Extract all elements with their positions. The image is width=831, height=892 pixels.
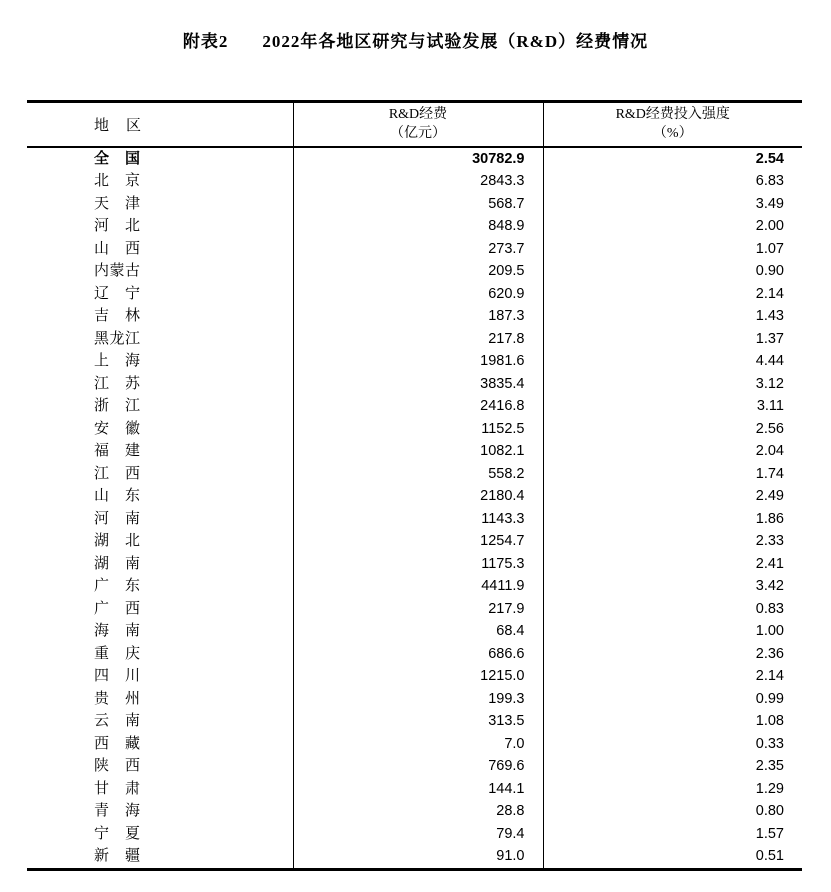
cell-intensity: 1.29 [755, 780, 784, 797]
column-header-intensity-label: R&D经费投入强度 [615, 107, 730, 123]
cell-region: 河 南 [27, 508, 293, 531]
cell-expenditure: 558.2 [293, 463, 543, 486]
cell-expenditure: 2843.3 [293, 170, 543, 193]
column-header-intensity [543, 102, 802, 147]
cell-region: 西 藏 [27, 733, 293, 756]
cell-region: 青 海 [27, 800, 293, 823]
cell-intensity: 2.33 [755, 533, 784, 549]
cell-expenditure: 2180.4 [293, 485, 543, 508]
cell-intensity: 1.07 [755, 240, 784, 257]
cell-expenditure: 30782.9 [293, 147, 543, 171]
column-header-expenditure-label: R&D经费 [388, 107, 448, 123]
cell-intensity: 3.49 [755, 195, 784, 212]
cell-region: 海 南 [27, 620, 293, 643]
cell-expenditure: 273.7 [293, 238, 543, 261]
cell-expenditure: 1143.3 [293, 508, 543, 531]
cell-region: 江 西 [27, 463, 293, 486]
cell-region: 全 国 [27, 147, 293, 171]
table-row [27, 665, 802, 688]
cell-region: 陕 西 [27, 755, 293, 778]
table-row [27, 845, 802, 869]
cell-region: 重 庆 [27, 643, 293, 666]
table-row [27, 440, 802, 463]
table-row [27, 575, 802, 598]
cell-expenditure: 769.6 [293, 755, 543, 778]
cell-intensity: 1.08 [755, 713, 784, 729]
cell-expenditure: 4411.9 [293, 575, 543, 598]
table-row [27, 193, 802, 216]
table-row [27, 170, 802, 193]
cell-region: 北 京 [27, 170, 293, 193]
cell-expenditure: 1215.0 [293, 665, 543, 688]
table-row [27, 260, 802, 283]
cell-intensity: 1.37 [755, 330, 784, 347]
cell-region: 内蒙古 [27, 260, 293, 283]
cell-intensity: 3.11 [756, 398, 784, 414]
table-row [27, 305, 802, 328]
table-row [27, 823, 802, 846]
table-row [27, 215, 802, 238]
cell-expenditure: 620.9 [293, 283, 543, 306]
cell-region: 河 北 [27, 215, 293, 238]
cell-intensity: 1.00 [755, 623, 784, 639]
column-header-intensity-unit: （%） [652, 126, 693, 142]
cell-region: 湖 北 [27, 530, 293, 553]
cell-expenditure: 3835.4 [293, 373, 543, 396]
cell-intensity: 0.83 [755, 600, 784, 617]
cell-intensity: 1.43 [755, 308, 784, 324]
table-row [27, 778, 802, 801]
cell-region: 山 西 [27, 238, 293, 261]
cell-intensity: 6.83 [755, 173, 784, 189]
cell-expenditure: 313.5 [293, 710, 543, 733]
table-row [27, 800, 802, 823]
cell-intensity: 2.56 [755, 420, 784, 437]
cell-intensity: 0.90 [755, 263, 784, 279]
cell-region: 浙 江 [27, 395, 293, 418]
cell-expenditure: 68.4 [293, 620, 543, 643]
table-row [27, 643, 802, 666]
cell-expenditure: 144.1 [293, 778, 543, 801]
cell-region: 江 苏 [27, 373, 293, 396]
title-table-number: 附表2 [182, 32, 229, 51]
cell-intensity: 2.36 [755, 645, 784, 662]
cell-expenditure: 217.8 [293, 328, 543, 351]
cell-intensity: 2.00 [755, 218, 784, 234]
column-header-region: 地 区 [27, 102, 293, 147]
table-row [27, 283, 802, 306]
table-row [27, 620, 802, 643]
cell-region: 吉 林 [27, 305, 293, 328]
column-header-expenditure [293, 102, 543, 147]
cell-expenditure: 28.8 [293, 800, 543, 823]
cell-region: 四 川 [27, 665, 293, 688]
cell-expenditure: 686.6 [293, 643, 543, 666]
page-title [0, 27, 831, 52]
cell-expenditure: 848.9 [293, 215, 543, 238]
cell-expenditure: 1254.7 [293, 530, 543, 553]
table-row [27, 328, 802, 351]
table-row [27, 710, 802, 733]
cell-expenditure: 79.4 [293, 823, 543, 846]
cell-intensity: 0.51 [755, 848, 784, 864]
cell-region: 天 津 [27, 193, 293, 216]
cell-intensity: 1.86 [755, 510, 784, 527]
cell-expenditure: 187.3 [293, 305, 543, 328]
cell-region: 黑龙江 [27, 328, 293, 351]
cell-region: 安 徽 [27, 418, 293, 441]
cell-region: 甘 肃 [27, 778, 293, 801]
table-row [27, 508, 802, 531]
cell-intensity: 0.80 [755, 803, 784, 819]
cell-expenditure: 1082.1 [293, 440, 543, 463]
cell-region: 山 东 [27, 485, 293, 508]
cell-region: 新 疆 [27, 845, 293, 869]
cell-expenditure: 1981.6 [293, 350, 543, 373]
cell-expenditure: 1175.3 [293, 553, 543, 576]
cell-region: 云 南 [27, 710, 293, 733]
cell-expenditure: 91.0 [293, 845, 543, 869]
cell-intensity: 3.42 [755, 578, 784, 594]
cell-intensity: 2.35 [755, 758, 784, 774]
cell-intensity: 3.12 [755, 375, 784, 392]
table-row [27, 553, 802, 576]
table-row-total [27, 147, 802, 171]
cell-region: 宁 夏 [27, 823, 293, 846]
table-row [27, 395, 802, 418]
table-row [27, 463, 802, 486]
cell-expenditure: 209.5 [293, 260, 543, 283]
cell-region: 上 海 [27, 350, 293, 373]
cell-intensity: 2.14 [755, 285, 784, 302]
cell-expenditure: 217.9 [293, 598, 543, 621]
cell-intensity: 0.33 [755, 735, 784, 752]
table-row [27, 238, 802, 261]
table-row [27, 485, 802, 508]
table-body [27, 147, 802, 870]
cell-intensity: 1.74 [755, 465, 784, 482]
table-row [27, 733, 802, 756]
cell-region: 广 东 [27, 575, 293, 598]
cell-region: 福 建 [27, 440, 293, 463]
cell-intensity: 2.14 [755, 668, 784, 684]
cell-region: 辽 宁 [27, 283, 293, 306]
table-row [27, 373, 802, 396]
table-row [27, 598, 802, 621]
cell-expenditure: 2416.8 [293, 395, 543, 418]
table-row [27, 530, 802, 553]
cell-region: 广 西 [27, 598, 293, 621]
title-text: 2022年各地区研究与试验发展（R&D）经费情况 [262, 32, 649, 51]
table-row [27, 350, 802, 373]
table-header [27, 102, 802, 147]
cell-expenditure: 7.0 [293, 733, 543, 756]
cell-region: 贵 州 [27, 688, 293, 711]
table-row [27, 418, 802, 441]
cell-intensity: 1.57 [755, 825, 784, 842]
header-row [27, 102, 802, 147]
cell-intensity: 2.49 [755, 488, 784, 504]
table-row [27, 755, 802, 778]
cell-region: 湖 南 [27, 553, 293, 576]
cell-intensity: 4.44 [755, 353, 784, 369]
column-header-expenditure-unit: （亿元） [390, 126, 446, 142]
table-row [27, 688, 802, 711]
cell-intensity: 2.04 [755, 443, 784, 459]
cell-expenditure: 199.3 [293, 688, 543, 711]
cell-intensity: 2.41 [755, 555, 784, 572]
cell-intensity: 0.99 [755, 690, 784, 707]
rd-expenditure-table [27, 100, 802, 871]
cell-intensity: 2.54 [755, 150, 784, 167]
cell-expenditure: 568.7 [293, 193, 543, 216]
cell-expenditure: 1152.5 [293, 418, 543, 441]
